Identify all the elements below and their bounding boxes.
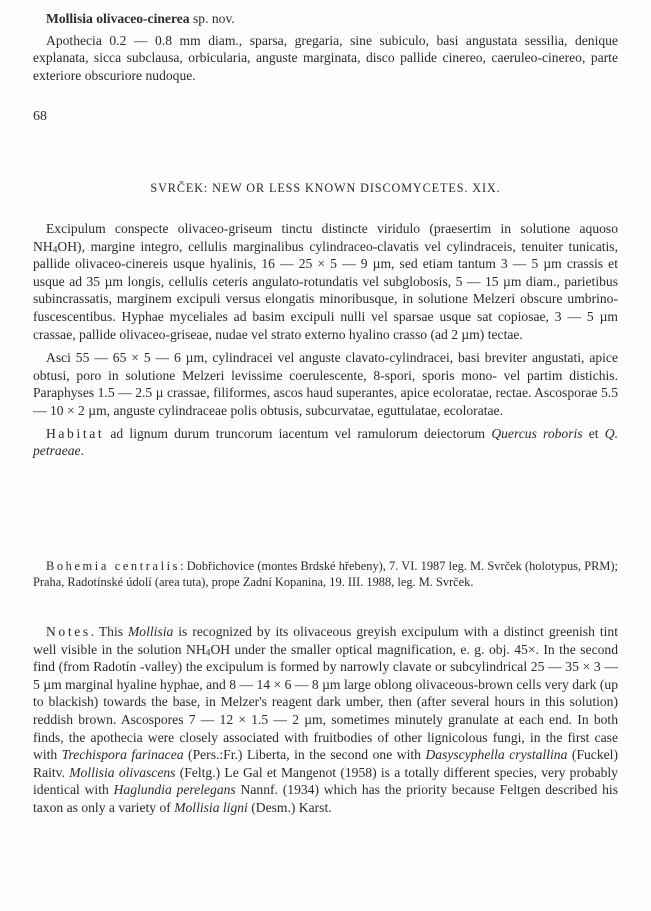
notes-text: (Pers.:Fr.) Liberta, in the second one with — [183, 747, 426, 763]
taxon-trechispora-farinacea: Trechispora farinacea — [61, 747, 184, 763]
species-name: Mollisia olivaceo-cinerea — [46, 11, 190, 26]
locality-paragraph — [33, 558, 618, 590]
notes-paragraph — [33, 623, 618, 817]
asci-paragraph: Asci 55 — 65 × 5 — 6 µm, cylindracei vel anguste clavato-cylindracei, basi breviter angustati, apice obtusi, poro in solutione Melzeri levissime coerulescente, 8-spori, sporis mono- vel partim distichis. Paraphyses 1.5 — 2.5 µ crassae, filiformes, ascos haud superantes, apice ecoloratae, rectae. Ascosporae 5.5 — 10 × 2 µm, anguste cylindraceae polis obtusis, subcurvatae, eguttulatae, ecoloratae. — [33, 350, 618, 418]
notes-block — [33, 623, 618, 817]
taxon-mollisia-ligni: Mollisia ligni — [174, 799, 248, 815]
species-description-main — [33, 220, 618, 460]
habitat-text: ad lignum durum truncorum iacentum vel ramulorum deiectorum — [104, 425, 492, 441]
page-number: 68 — [33, 109, 47, 124]
host-quercus-petraeae: Q. petraeae — [33, 425, 618, 459]
notes-text: Nannf. (1934) which has the priority because Feltgen described his taxon as only a variety of — [33, 782, 618, 815]
taxon-dasyscyphella-crystallina: Dasyscyphella crystallina — [425, 747, 568, 763]
species-status: sp. nov. — [192, 11, 235, 26]
notes-label: Notes — [46, 624, 91, 639]
habitat-paragraph — [33, 425, 618, 460]
excipulum-text-2: OH), margine integro, cellulis marginalibus cylindraceo-clavatis vel cylindraceis, tenuiter tunicatis, pallide olivaceo-cinereis usque hyalinis, 16 — 25 × 5 — 9 µm, sed etiam tantum 3 — 5 µm crassis et usque ad 35 µm longis, cellulis ceteris angulato-rotundatis vel subglobosis, 5 — 15 µm diam., parietibus subincrassatis, marginem excipuli versus elongatis minoribusque, in solutione Melzeri obscure umbrino-fuscescentibus. Hyphae myceliales ad basim excipuli nulli vel sparsae usque sat copiosae, 3 — 5 µm crassae, pallide olivaceo-griseae, nudae vel strato externo hyalino crasso (ad 2 µm) tectae. — [33, 238, 618, 342]
species-heading — [33, 10, 618, 28]
taxon-mollisia-olivascens: Mollisia olivascens — [69, 764, 176, 780]
habitat-label: Habitat — [46, 425, 105, 441]
habitat-conj: et — [582, 425, 605, 441]
locality-label: Bohemia centralis — [46, 559, 181, 573]
species-description-top — [33, 10, 618, 84]
apothecia-paragraph: Apothecia 0.2 — 0.8 mm diam., sparsa, gregaria, sine subiculo, basi angustata sessilia, denique explanata, sicca subclausa, orbicularia, anguste marginata, disco pallide cinereo, caeruleo-cinereo, parte exteriore obscuriore nudoque. — [33, 32, 618, 83]
locality-block — [33, 558, 618, 590]
habitat-end: . — [80, 443, 84, 459]
taxon-haglundia-perelegans: Haglundia perelegans — [113, 782, 236, 798]
taxon-mollisia: Mollisia — [127, 624, 174, 639]
subscript-4: 4 — [52, 245, 58, 256]
notes-text: . This — [90, 624, 128, 639]
running-head: SVRČEK: NEW OR LESS KNOWN DISCOMYCETES. XIX. — [150, 181, 501, 195]
notes-text: (Feltg.) Le Gal et Mangenot (1958) is a totally different species, very probably identical with — [33, 764, 618, 798]
excipulum-text-1: Excipulum conspecte olivaceo-griseum tinctu distincte viridulo (praesertim in solutione aquoso NH — [33, 221, 618, 254]
host-quercus-roboris: Quercus roboris — [491, 425, 583, 441]
notes-text: (Desm.) Karst. — [247, 799, 332, 815]
notes-text: OH under the smaller optical magnification, e. g. obj. 45×. In the second find (from Radotín -valley) the excipulum is formed by narrowly clavate or subcylindrical 25 — 35 × 3 — 5 µm marginal hyaline hyphae, and 8 — 14 × 6 — 8 µm large oblong olivaceous-brown cells very dark (up to blackish) towards the base, in Melzer's reagent dark umber, then (after several hours in this solution) reddish brown. Ascospores 7 — 12 × 1.5 — 2 µm, sometimes minutely granulate at each end. In both finds, the apothecia were closely associated with fruitbodies of other lignicolous fungi, in the first case with — [33, 641, 618, 763]
excipulum-paragraph — [33, 220, 618, 343]
subscript-4: 4 — [205, 648, 211, 659]
notes-text: is recognized by its olivaceous greyish excipulum with a distinct greenish tint well visible in the solution NH — [33, 624, 618, 657]
notes-text: (Fuckel) Raitv. — [33, 747, 618, 780]
locality-text: : Dobřichovice (montes Brdské hřebeny), 7. VI. 1987 leg. M. Svrček (holotypus, PRM); Praha, Radotínské údolí (area tuta), prope Zadní Kopanina, 19. III. 1988, leg. M. Svrček. — [33, 559, 618, 590]
